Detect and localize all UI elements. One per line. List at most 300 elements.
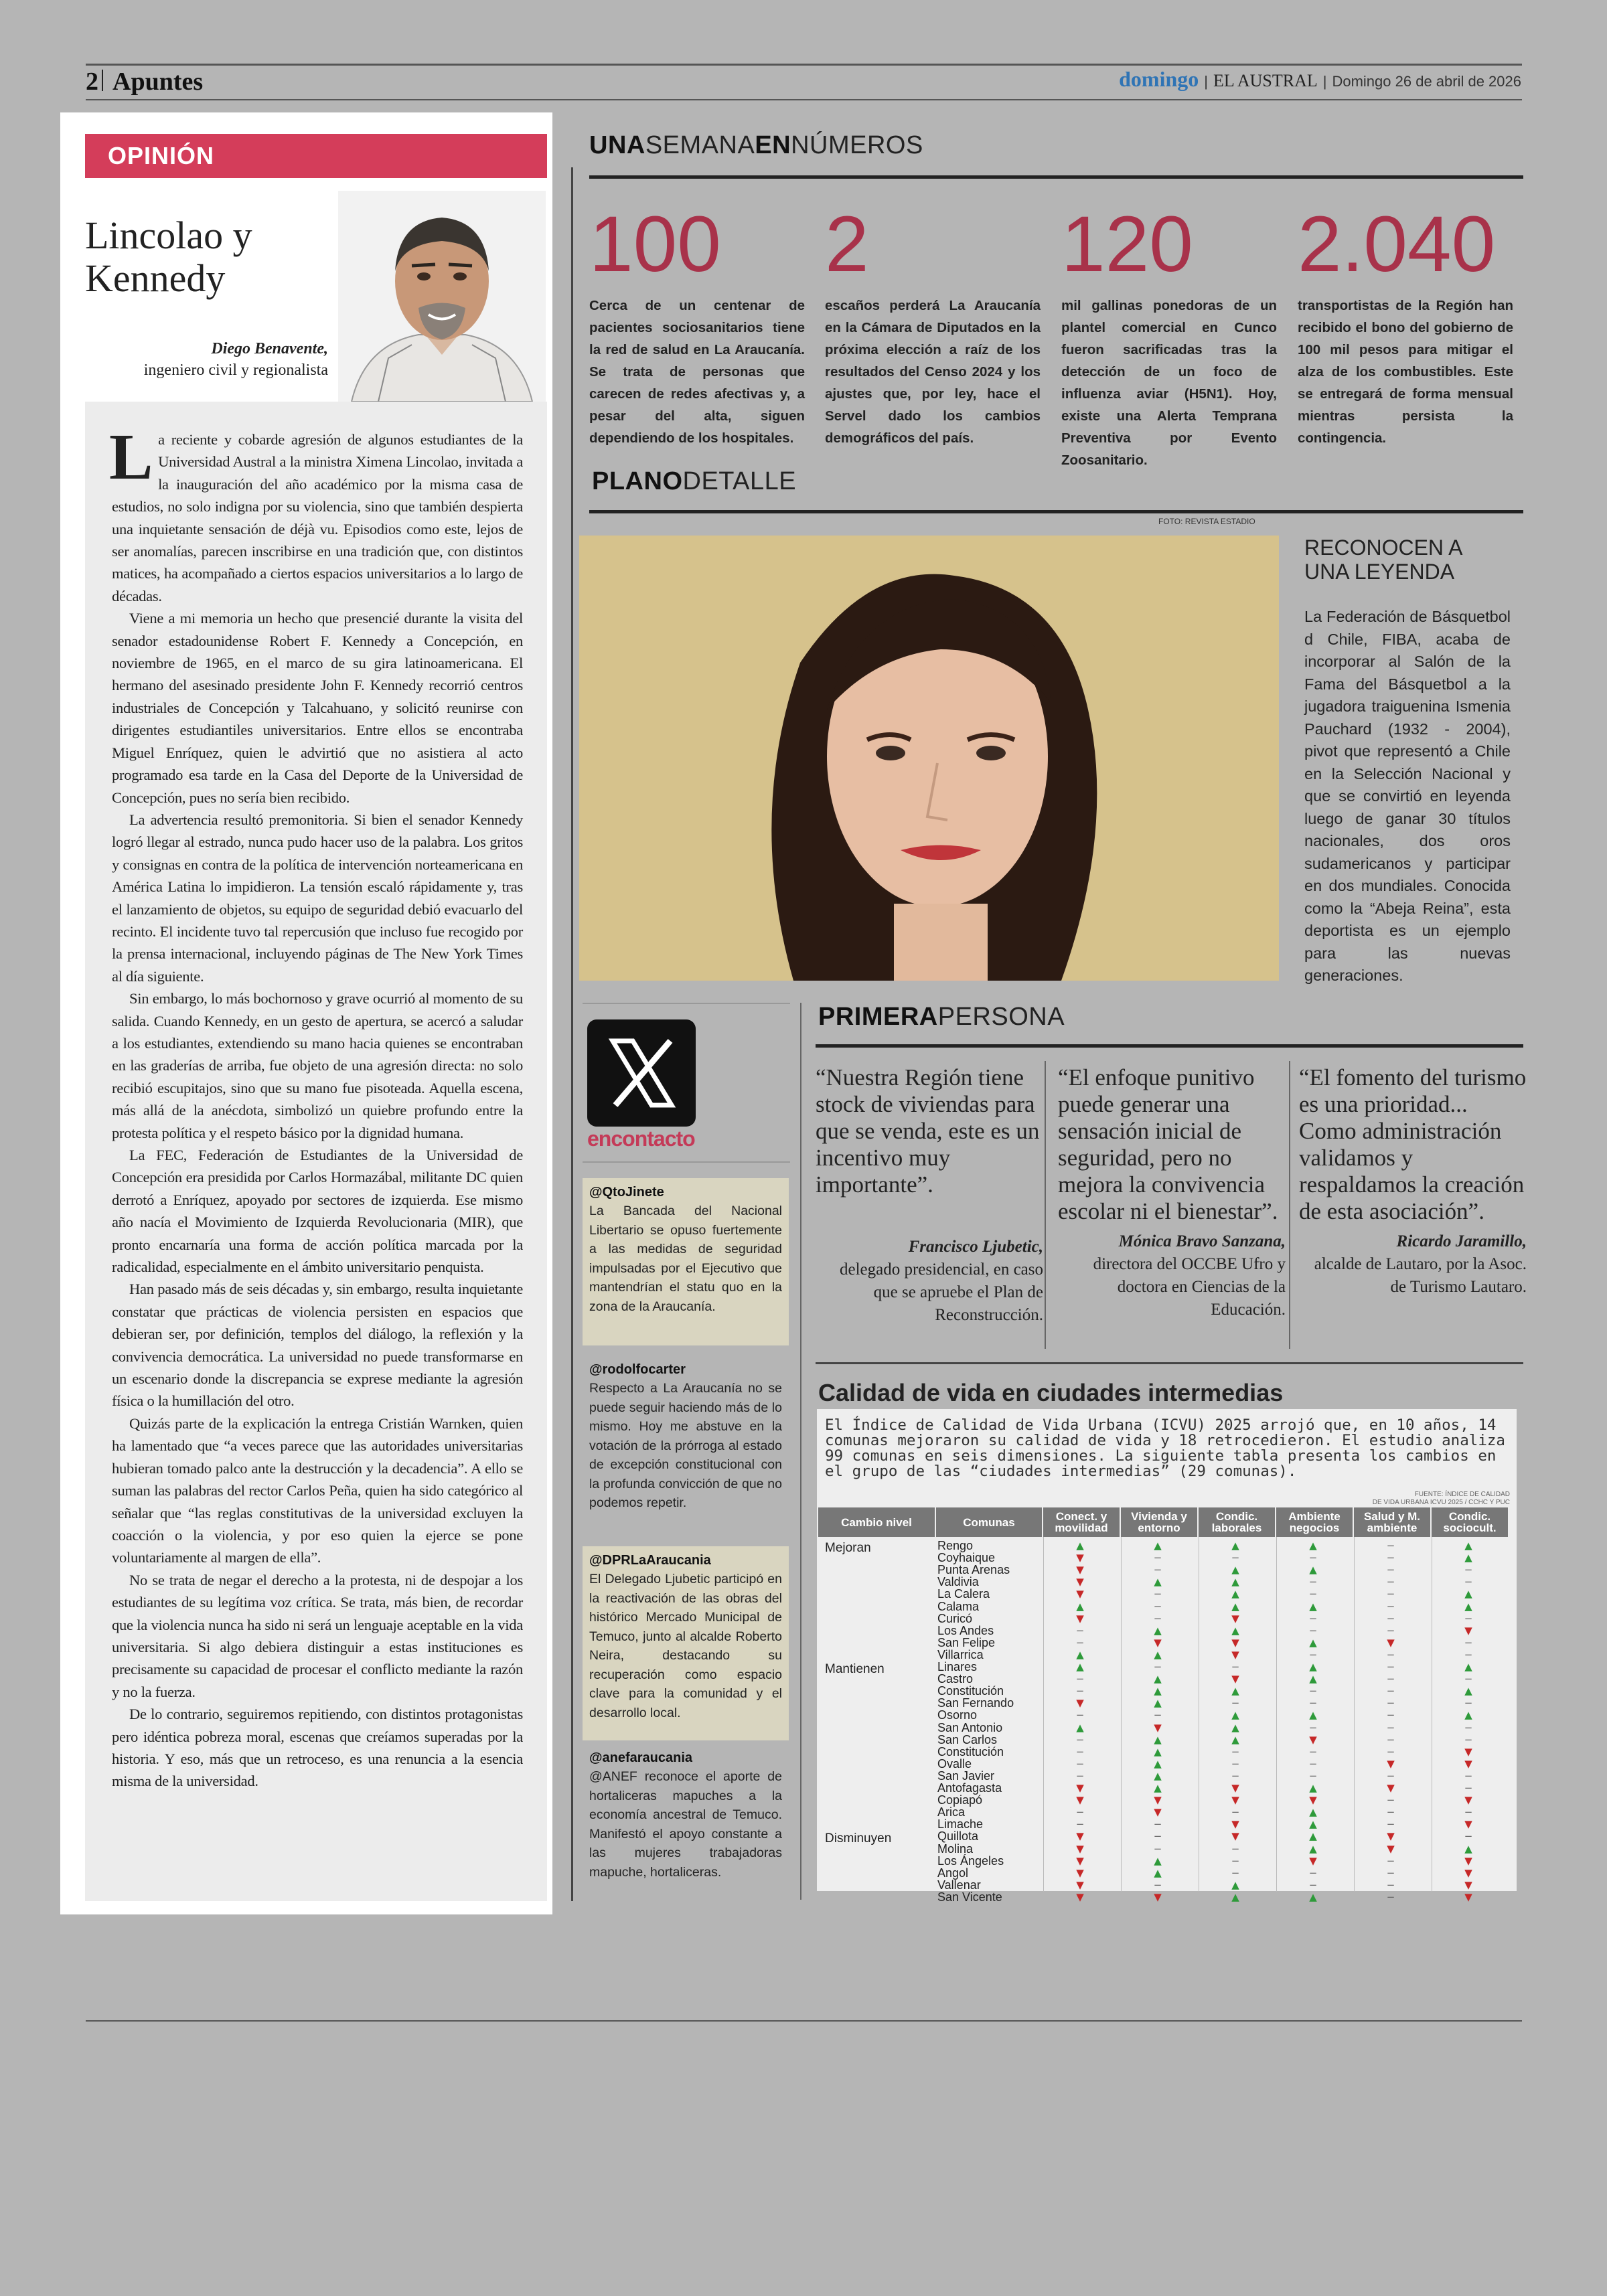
table-cell-eq: − [1153, 1830, 1162, 1843]
table-cell-eq: − [1231, 1854, 1240, 1867]
table-cell-eq: − [1075, 1757, 1085, 1770]
author-name: Diego Benavente, [211, 340, 328, 357]
table-cell-up: ▲ [1231, 1709, 1239, 1722]
table-cell-up: ▲ [1309, 1782, 1317, 1794]
table-cell-eq: − [1075, 1636, 1085, 1649]
table-cell-eq: − [1464, 1612, 1473, 1625]
table-cell-up: ▲ [1309, 1673, 1317, 1686]
table-cell-down: ▼ [1231, 1818, 1239, 1831]
table-cell-up: ▲ [1154, 1769, 1162, 1782]
table-cell-eq: − [1386, 1878, 1395, 1891]
table-cell-eq: − [1386, 1540, 1395, 1552]
table-cell-up: ▲ [1076, 1661, 1084, 1673]
table-cell-down: ▼ [1309, 1733, 1317, 1746]
header-divider [102, 70, 103, 91]
table-row-comuna: San Fernando [937, 1696, 1014, 1710]
quote-attribution: Ricardo Jaramillo, alcalde de Lautaro, por la Asoc. de Turismo Lautaro. [1314, 1232, 1527, 1296]
bottom-rule [86, 2020, 1522, 2022]
table-row-comuna: Molina [937, 1841, 974, 1856]
th-sociocult: Condic. sociocult. [1432, 1507, 1509, 1537]
table-cell-down: ▼ [1076, 1697, 1084, 1710]
opinion-label: OPINIÓN [85, 134, 547, 178]
table-cell-eq: − [1153, 1588, 1162, 1601]
table-cell-eq: − [1386, 1552, 1395, 1564]
paragraph-6: Han pasado más de seis décadas y, sin embargo, resulta inquietante constatar que prácticas de violencia persisten en espacios que debieran ser, por definición, templos del diálogo, la reflexión y la convivencia democrática. La universidad no puede transformarse en un escenario donde la discrepancia se exprese mediante la agresión física o la humillación del otro. [112, 1281, 523, 1410]
quote-3 [1299, 1064, 1527, 1299]
table-cell-down: ▼ [1309, 1854, 1317, 1867]
table-cell-down: ▼ [1464, 1854, 1472, 1867]
encontacto-label: encontacto [587, 1127, 695, 1151]
tweet-text: Respecto a La Araucanía no se puede seguir haciendo más de lo mismo. Hoy me abstuve en la votación de la prórroga al estado de excepción constitucional con la profunda convicción de que no podemos repetir. [589, 1381, 782, 1510]
table-cell-up: ▲ [1309, 1564, 1317, 1576]
plano-heading: PLANODETALLE [592, 467, 797, 495]
quote-1 [816, 1064, 1043, 1327]
title-line-1: Lincolao y [85, 214, 252, 257]
table-cell-eq: − [1153, 1842, 1162, 1855]
table-row-comuna: Copiapó [937, 1793, 983, 1807]
table-cell-eq: − [1464, 1636, 1473, 1649]
table-cell-down: ▼ [1231, 1782, 1239, 1794]
table-group-label: Mantienen [825, 1662, 885, 1676]
table-cell-up: ▲ [1464, 1661, 1472, 1673]
table-cell-eq: − [1464, 1673, 1473, 1686]
table-cell-eq: − [1308, 1721, 1318, 1734]
header-underline [86, 99, 1522, 100]
table-row-comuna: Curicó [937, 1611, 973, 1625]
table-cell-eq: − [1464, 1782, 1473, 1794]
table-cell-down: ▼ [1464, 1757, 1472, 1770]
table-cell-up: ▲ [1154, 1745, 1162, 1758]
table-cell-eq: − [1153, 1600, 1162, 1613]
table-cell-eq: − [1231, 1745, 1240, 1758]
stat-4-number: 2.040 [1298, 200, 1496, 289]
table-row-comuna: San Javier [937, 1769, 995, 1783]
table-cell-eq: − [1308, 1757, 1318, 1770]
table-cell-down: ▼ [1154, 1794, 1162, 1807]
th-laborales: Condic. laborales [1199, 1507, 1276, 1537]
table-cell-up: ▲ [1309, 1661, 1317, 1673]
table-row-comuna: San Felipe [937, 1635, 996, 1649]
table-cell-eq: − [1075, 1818, 1085, 1831]
table-row-comuna: Osorno [937, 1708, 978, 1722]
table-cell-down: ▼ [1464, 1624, 1472, 1637]
table-cell-eq: − [1464, 1806, 1473, 1819]
table-cell-eq: − [1308, 1576, 1318, 1588]
table-cell-eq: − [1464, 1721, 1473, 1734]
table-cell-eq: − [1308, 1866, 1318, 1879]
table-col-sep [1121, 1537, 1122, 1892]
th-negocios: Ambiente negocios [1276, 1507, 1354, 1537]
table-cell-up: ▲ [1309, 1600, 1317, 1613]
table-cell-eq: − [1153, 1564, 1162, 1576]
table-col-sep [1043, 1537, 1044, 1892]
table-cell-eq: − [1308, 1648, 1318, 1661]
table-cell-eq: − [1386, 1794, 1395, 1807]
table-cell-up: ▲ [1464, 1552, 1472, 1564]
table-cell-eq: − [1386, 1733, 1395, 1746]
table-row-comuna: La Calera [937, 1587, 990, 1601]
table-cell-down: ▼ [1076, 1552, 1084, 1564]
table-cell-up: ▲ [1154, 1685, 1162, 1698]
table-cell-eq: − [1308, 1552, 1318, 1564]
paragraph-1-text: a reciente y cobarde agresión de algunos estudiantes de la Universidad Austral a la ministra Ximena Lincolao, invitada a la inauguración del año académico por la misma casa de estudios, no solo indigna por su violencia, sino que también despierta una inquietante sensación de déjà vu. Episodios como este, lejos de ser anomalías, parecen inscribirse en una tradición que, con distintos matices, ha acompañado a ciertos espacios universitarios a lo largo de décadas. [112, 431, 523, 604]
table-cell-up: ▲ [1231, 1878, 1239, 1891]
table-cell-eq: − [1075, 1769, 1085, 1782]
table-cell-up: ▲ [1309, 1842, 1317, 1855]
brand-domingo: domingo [1119, 67, 1199, 91]
table-cell-down: ▼ [1387, 1636, 1395, 1649]
tweet-4 [583, 1744, 789, 1898]
table-cell-eq: − [1231, 1806, 1240, 1819]
portrait-illustration [338, 191, 546, 402]
table-cell-down: ▼ [1387, 1757, 1395, 1770]
author-block [100, 338, 328, 381]
table-cell-down: ▼ [1076, 1794, 1084, 1807]
table-cell-eq: − [1075, 1673, 1085, 1686]
table-cell-up: ▲ [1231, 1721, 1239, 1734]
table-cell-up: ▲ [1464, 1600, 1472, 1613]
table-cell-up: ▲ [1231, 1600, 1239, 1613]
table-cell-eq: − [1464, 1733, 1473, 1746]
table-cell-down: ▼ [1387, 1830, 1395, 1843]
table-cell-down: ▼ [1231, 1673, 1239, 1686]
table-cell-eq: − [1386, 1576, 1395, 1588]
table-cell-eq: − [1464, 1697, 1473, 1710]
stat-2-number: 2 [825, 200, 869, 289]
table-cell-down: ▼ [1464, 1890, 1472, 1903]
table-title: Calidad de vida en ciudades intermedias [818, 1379, 1284, 1406]
table-cell-eq: − [1386, 1648, 1395, 1661]
table-row-comuna: Villarrica [937, 1647, 984, 1661]
stat-1-text: Cerca de un centenar de pacientes sociosanitarios tiene la red de salud en La Araucanía. Se trata de personas que carecen de redes afectivas y, a pesar del alta, siguen dependiendo de los hospitales. [589, 298, 805, 446]
table-row-comuna: Limache [937, 1817, 984, 1831]
opinion-title [85, 214, 306, 300]
table-cell-eq: − [1386, 1564, 1395, 1576]
table-cell-down: ▼ [1464, 1866, 1472, 1879]
photo-credit: FOTO: REVISTA ESTADIO [1158, 517, 1255, 526]
plano-rule [589, 510, 1523, 513]
th-salud: Salud y M. ambiente [1354, 1507, 1432, 1537]
table-cell-eq: − [1231, 1769, 1240, 1782]
stat-4-text: transportistas de la Región han recibido el bono del gobierno de 100 mil pesos para mitigar el alza de los combustibles. Este se entregará de forma mensual mientras persista la contingencia. [1298, 298, 1513, 446]
table-cell-down: ▼ [1464, 1745, 1472, 1758]
table-row-comuna: Quillota [937, 1829, 979, 1843]
table-cell-eq: − [1153, 1709, 1162, 1722]
table-cell-eq: − [1308, 1624, 1318, 1637]
table-cell-eq: − [1231, 1842, 1240, 1855]
table-cell-down: ▼ [1076, 1890, 1084, 1903]
table-cell-eq: − [1386, 1588, 1395, 1601]
table-row-comuna: Angol [937, 1866, 969, 1880]
table-cell-up: ▲ [1154, 1576, 1162, 1588]
quote-sep-2 [1289, 1061, 1290, 1349]
page-number: 2 [86, 68, 98, 96]
table-cell-down: ▼ [1076, 1878, 1084, 1891]
table-row-comuna: Punta Arenas [937, 1563, 1010, 1577]
table-cell-up: ▲ [1154, 1673, 1162, 1686]
th-comunas: Comunas [936, 1507, 1043, 1537]
table-cell-eq: − [1464, 1576, 1473, 1588]
tweet-1 [583, 1178, 789, 1345]
table-col-sep [1354, 1537, 1355, 1892]
table-cell-down: ▼ [1076, 1612, 1084, 1625]
table-cell-up: ▲ [1076, 1600, 1084, 1613]
paragraph-2: Viene a mi memoria un hecho que presencié durante la visita del senador estadounidense Robert F. Kennedy a Concepción, en noviembre de 1965, en el marco de su gira latinoamericana. El hermano del asesinado presidente John F. Kennedy recorrió centros industriales de Concepción y Talcahuano, y solicitó reunirse con dirigentes estudiantiles universitarios. Entre ellos se encontraba Miguel Enríquez, quien le advirtió que no asistiera al acto programado esa tarde en la Casa del Deporte de la Universidad de Concepción, pues no sería bien recibido. [112, 610, 523, 806]
table-cell-up: ▲ [1231, 1576, 1239, 1588]
paragraph-4: Sin embargo, lo más bochornoso y grave ocurrió al momento de su salida. Cuando Kennedy, en un gesto de apertura, se acercó a saludar a los estudiantes, extendiendo su mano hacia quienes se encontraban en las graderías de arriba, fue objeto de una agresión directa: no solo recibió escupitajos, sino que su mano fue pisoteada. Aquella escena, más allá de la anécdota, simbolizó un quiebre profundo entre la protesta política y el respeto básico por la dignidad humana. [112, 990, 523, 1141]
table-cell-up: ▲ [1154, 1854, 1162, 1867]
table-cell-eq: − [1386, 1612, 1395, 1625]
table-cell-up: ▲ [1464, 1842, 1472, 1855]
table-cell-down: ▼ [1076, 1854, 1084, 1867]
table-cell-up: ▲ [1076, 1721, 1084, 1734]
table-cell-down: ▼ [1076, 1588, 1084, 1601]
table-cell-up: ▲ [1231, 1890, 1239, 1903]
table-cell-down: ▼ [1387, 1842, 1395, 1855]
table-cell-eq: − [1308, 1745, 1318, 1758]
table-cell-down: ▼ [1231, 1612, 1239, 1625]
table-cell-eq: − [1386, 1806, 1395, 1819]
table-cell-eq: − [1308, 1588, 1318, 1601]
table-group-label: Disminuyen [825, 1831, 892, 1846]
table-cell-up: ▲ [1309, 1709, 1317, 1722]
table-cell-eq: − [1308, 1769, 1318, 1782]
table-row-comuna: San Vicente [937, 1890, 1002, 1904]
table-cell-up: ▲ [1154, 1697, 1162, 1710]
th-conect: Conect. y movilidad [1043, 1507, 1121, 1537]
table-cell-down: ▼ [1231, 1794, 1239, 1807]
table-cell-eq: − [1231, 1661, 1240, 1673]
table-cell-up: ▲ [1309, 1806, 1317, 1819]
table-cell-up: ▲ [1309, 1818, 1317, 1831]
table-cell-down: ▼ [1154, 1636, 1162, 1649]
table-cell-eq: − [1386, 1818, 1395, 1831]
tweet-text: La Bancada del Nacional Libertario se opuso fuertemente a las medidas de seguridad impulsadas por el Ejecutivo que mantendrían el statu quo en la zona de la Araucanía. [589, 1204, 782, 1314]
table-row-comuna: Los Andes [937, 1623, 994, 1637]
primera-rule [816, 1044, 1523, 1048]
table-cell-up: ▲ [1231, 1685, 1239, 1698]
table-cell-eq: − [1386, 1769, 1395, 1782]
legend-text: La Federación de Básquetbol d Chile, FIBA, acaba de incorporar al Salón de la Fama del Básquetbol a la jugadora traiguenina Ismenia Pauchard (1932 - 2004), pivot que representó a Chile en la Selección Nacional y que se convirtió en leyenda luego de ganar 30 títulos nacionales, dos oros sudamericanos y participar en dos mundiales. Conocida como la “Abeja Reina”, esta deportista es un ejemplo para las nuevas generaciones. [1304, 608, 1511, 984]
sep-1: | [1204, 73, 1208, 90]
table-cell-up: ▲ [1464, 1540, 1472, 1552]
stat-1-number: 100 [589, 200, 721, 289]
table-cell-up: ▲ [1154, 1782, 1162, 1794]
table-cell-up: ▲ [1231, 1624, 1239, 1637]
table-cell-up: ▲ [1309, 1830, 1317, 1843]
table-row-comuna: San Carlos [937, 1732, 998, 1746]
table-cell-eq: − [1153, 1552, 1162, 1564]
table-cell-down: ▼ [1154, 1721, 1162, 1734]
table-cell-up: ▲ [1309, 1890, 1317, 1903]
table-cell-up: ▲ [1231, 1733, 1239, 1746]
opinion-body [85, 402, 547, 1901]
author-portrait [338, 191, 546, 402]
table-row-comuna: Linares [937, 1660, 978, 1673]
table-row-comuna: Rengo [937, 1539, 974, 1552]
drop-cap: L [109, 421, 153, 493]
table-row-comuna: Valdivia [937, 1575, 979, 1589]
contacto-rule [583, 1003, 790, 1004]
table-row-comuna: Antofagasta [937, 1781, 1002, 1795]
paragraph-9: De lo contrario, seguiremos repitiendo, con distintos protagonistas pero idéntica pobreza moral, escenas que creíamos superadas por la historia. Y eso, más que un retroceso, es una renuncia a la esencia misma de la universidad. [112, 1706, 523, 1790]
semana-heading: UNASEMANAENNÚMEROS [589, 131, 923, 159]
table-cell-eq: − [1075, 1709, 1085, 1722]
paragraph-1 [109, 421, 523, 607]
table-cell-eq: − [1464, 1648, 1473, 1661]
quote-text: “El fomento del turismo es una prioridad... Como administración validamos y respaldamos la creación de esta asociación”. [1299, 1064, 1527, 1224]
table-cell-eq: − [1386, 1745, 1395, 1758]
table-cell-down: ▼ [1387, 1782, 1395, 1794]
top-rule [86, 64, 1522, 66]
paragraph-7: Quizás parte de la explicación la entrega Cristián Warnken, quien ha lamentado que “a veces parece que las autoridades universitarias hubieran tomado palco ante la destrucción y la decadencia”. A ello se suman las palabras del rector Carlos Peña, quien ha sido categórico al señalar que “las reglas constitutivas de la universidad excluyen la coacción o la violencia, y por eso quien la ejerce se pone voluntariamente al margen de ella”. [112, 1414, 523, 1566]
table-cell-up: ▲ [1154, 1540, 1162, 1552]
table-cell-eq: − [1386, 1600, 1395, 1613]
table-cell-eq: − [1464, 1769, 1473, 1782]
table-cell-down: ▼ [1231, 1636, 1239, 1649]
table-cell-down: ▼ [1231, 1830, 1239, 1843]
quote-text: “El enfoque punitivo puede generar una sensación inicial de seguridad, pero no mejora la convivencia escolar ni el bienestar”. [1058, 1064, 1278, 1224]
table-row-comuna: Coyhaique [937, 1551, 996, 1565]
table-cell-eq: − [1464, 1830, 1473, 1843]
tweet-3 [583, 1546, 789, 1740]
table-cell-up: ▲ [1076, 1648, 1084, 1661]
table-cell-down: ▼ [1309, 1794, 1317, 1807]
table-cell-eq: − [1153, 1661, 1162, 1673]
table-cell-eq: − [1386, 1709, 1395, 1722]
table-row-comuna: Calama [937, 1599, 980, 1613]
table-row-comuna: Ovalle [937, 1756, 972, 1771]
table-cell-down: ▼ [1464, 1794, 1472, 1807]
primera-heading: PRIMERAPERSONA [818, 1003, 1065, 1031]
table-cell-eq: − [1231, 1552, 1240, 1564]
table-cell-up: ▲ [1154, 1648, 1162, 1661]
table-row-comuna: San Antonio [937, 1720, 1003, 1734]
tweet-2 [583, 1356, 789, 1543]
legend-photo [579, 536, 1279, 981]
table-cell-down: ▼ [1076, 1842, 1084, 1855]
table-row-comuna: Castro [937, 1672, 974, 1686]
table-cell-eq: − [1386, 1866, 1395, 1879]
x-glyph-icon [587, 1019, 696, 1127]
quote-attribution: Mónica Bravo Sanzana, directora del OCCBE Ufro y doctora en Ciencias de la Educación. [1093, 1232, 1286, 1319]
table-cell-down: ▼ [1231, 1648, 1239, 1661]
tweet-text: El Delegado Ljubetic participó en la reactivación de las obras del histórico Mercado Municipal de Temuco, junto al alcalde Roberto Neira, destacando su recuperación como espacio clave para la comunidad y el desarrollo local. [589, 1572, 782, 1720]
table-cell-eq: − [1075, 1806, 1085, 1819]
table-top-rule [816, 1362, 1523, 1364]
table-cell-eq: − [1308, 1612, 1318, 1625]
table-cell-down: ▼ [1154, 1890, 1162, 1903]
table-cell-eq: − [1386, 1685, 1395, 1698]
table-cell-down: ▼ [1076, 1564, 1084, 1576]
table-cell-eq: − [1153, 1612, 1162, 1625]
table-cell-up: ▲ [1154, 1624, 1162, 1637]
table-cell-eq: − [1386, 1661, 1395, 1673]
table-cell-down: ▼ [1076, 1576, 1084, 1588]
paragraph-5: La FEC, Federación de Estudiantes de la Universidad de Concepción era presidida por Carlos Hormazábal, militante DC quien derrotó a Enríquez, apoyado por sectores de izquierda. Ese mismo año nacía el Movimiento de Izquierda Revolucionaria (MIR), que pronto encarnaría una forma de acción política marcada por la radicalidad, especialmente en el ámbito universitario penquista. [112, 1147, 523, 1276]
table-cell-eq: − [1386, 1890, 1395, 1903]
table-source: FUENTE: ÍNDICE DE CALIDAD DE VIDA URBANA ICVU 2025 / CCHC Y PUC [1372, 1491, 1510, 1506]
table-cell-eq: − [1386, 1673, 1395, 1686]
table-cell-eq: − [1075, 1745, 1085, 1758]
author-role: ingeniero civil y regionalista [143, 361, 328, 379]
issue-date: Domingo 26 de abril de 2026 [1332, 73, 1521, 90]
table-row-comuna: Vallenar [937, 1878, 981, 1892]
tweet-text: @ANEF reconoce el aporte de hortaliceras mapuches a la economía ancestral de Temuco. Manifestó el apoyo constante a las mujeres trabajadoras mapuche, hortaliceras. [589, 1769, 782, 1880]
quote-sep-1 [1045, 1061, 1046, 1349]
contacto-divider [800, 1003, 801, 1900]
paragraph-8: No se trata de negar el derecho a la protesta, ni de despojar a los estudiantes de su legítima voz crítica. Se trata, más bien, de recordar que la violencia nunca ha sido ni será un lenguaje aceptable en la vida universitaria. Si algo debiera distinguir a estas instituciones es precisamente su capacidad de procesar el conflicto mediante la razón y no la fuerza. [112, 1571, 523, 1700]
table-col-sep [1276, 1537, 1277, 1892]
table-cell-eq: − [1075, 1733, 1085, 1746]
table-cell-eq: − [1308, 1878, 1318, 1891]
table-cell-down: ▼ [1464, 1878, 1472, 1891]
table-cell-up: ▲ [1464, 1709, 1472, 1722]
table-cell-eq: − [1308, 1697, 1318, 1710]
section-name: Apuntes [112, 68, 204, 96]
table-cell-eq: − [1386, 1854, 1395, 1867]
th-cambio: Cambio nivel [818, 1507, 936, 1537]
table-cell-eq: − [1308, 1685, 1318, 1698]
stat-2-text: escaños perderá La Araucanía en la Cámara de Diputados en la próxima elección a raíz de los resultados del Censo 2024 y los ajustes que, por ley, hace el Servel dado los cambios demográficos del país. [825, 298, 1041, 446]
table-cell-eq: − [1075, 1624, 1085, 1637]
sep-2: | [1322, 73, 1327, 90]
table-cell-eq: − [1231, 1757, 1240, 1770]
table-row-comuna: Arica [937, 1805, 966, 1819]
quote-attribution: Francisco Ljubetic, delegado presidencial, en caso que se apruebe el Plan de Reconstrucción. [839, 1238, 1043, 1324]
title-line-2: Kennedy [85, 256, 226, 300]
table-cell-up: ▲ [1309, 1540, 1317, 1552]
stat-3-text: mil gallinas ponedoras de un plantel comercial en Cunco fueron sacrificadas tras la detección de un foco de influenza aviar (H5N1). Hoy, existe una Alerta Temprana Preventiva por Evento Zoosanitario. [1061, 298, 1277, 468]
masthead [1119, 67, 1521, 92]
contacto-rule-2 [583, 1161, 790, 1163]
table-cell-down: ▼ [1154, 1806, 1162, 1819]
table-group-label: Mejoran [825, 1541, 871, 1555]
x-logo-icon [587, 1019, 696, 1127]
table-row-comuna: Constitución [937, 1684, 1004, 1698]
table-cell-eq: − [1231, 1866, 1240, 1879]
table-cell-eq: − [1075, 1685, 1085, 1698]
table-cell-down: ▼ [1076, 1866, 1084, 1879]
table-cell-down: ▼ [1464, 1818, 1472, 1831]
tweet-handle: @DPRLaAraucania [589, 1553, 711, 1568]
table-cell-up: ▲ [1231, 1588, 1239, 1601]
table-intro: El Índice de Calidad de Vida Urbana (ICVU) 2025 arrojó que, en 10 años, 14 comunas mejoraron su calidad de vida y 18 retrocedieron. El estudio analiza 99 comunas en seis dimensiones. La siguiente tabla presenta los cambios en el grupo de las “ciudades intermedias” (29 comunas). [825, 1416, 1505, 1480]
quote-2 [1058, 1064, 1286, 1321]
table-cell-up: ▲ [1464, 1685, 1472, 1698]
tweet-handle: @rodolfocarter [589, 1362, 686, 1377]
table-header [818, 1507, 1509, 1537]
table-row-comuna: Los Ángeles [937, 1854, 1004, 1868]
quote-text: “Nuestra Región tiene stock de viviendas para que se venda, este es un incentivo muy importante”. [816, 1064, 1040, 1198]
table-cell-eq: − [1153, 1878, 1162, 1891]
table-cell-eq: − [1386, 1697, 1395, 1710]
table-cell-up: ▲ [1464, 1588, 1472, 1601]
table-cell-up: ▲ [1231, 1564, 1239, 1576]
table-cell-up: ▲ [1231, 1540, 1239, 1552]
table-cell-eq: − [1153, 1818, 1162, 1831]
tweet-handle: @anefaraucania [589, 1750, 693, 1765]
stat-3-number: 120 [1061, 200, 1193, 289]
paragraph-3: La advertencia resultó premonitoria. Si bien el senador Kennedy logró llegar al estrado, nunca pudo hacer uso de la palabra. Los gritos y consignas en contra de la política de intervención norteamericana en América Latina lo impidieron. La tensión escaló rápidamente y, tras el lanzamiento de objetos, su equipo de seguridad debió evacuarlo del recinto. El incidente tuvo tal repercusión que incluso fue recogido por la prensa internacional, incluyendo páginas de The New York Times al día siguiente. [112, 811, 523, 985]
table-cell-up: ▲ [1076, 1540, 1084, 1552]
table-cell-down: ▼ [1076, 1782, 1084, 1794]
table-cell-up: ▲ [1154, 1733, 1162, 1746]
table-row-comuna: Constitución [937, 1744, 1004, 1758]
tweet-handle: @QtoJinete [589, 1185, 664, 1200]
legend-title: RECONOCEN A UNA LEYENDA [1304, 536, 1463, 584]
player-portrait [579, 536, 1279, 981]
